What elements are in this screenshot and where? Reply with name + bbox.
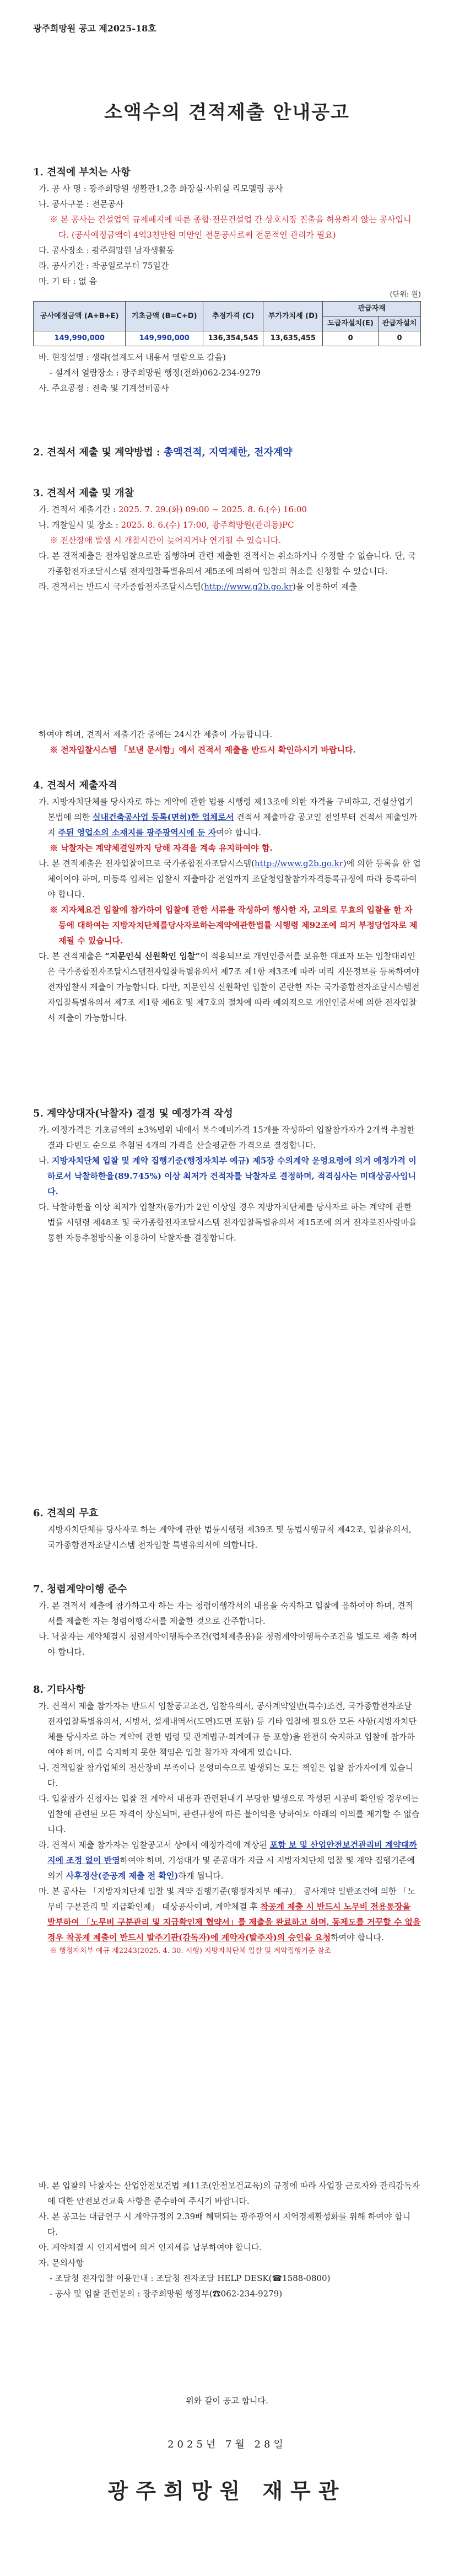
g2b-link[interactable]: http://www.g2b.go.kr (204, 582, 293, 592)
section-4: 4. 견적서 제출자격 가. 지방자치단체를 당사자로 하는 계약에 관한 법률 시행령 제13조에 의한 자격을 구비하고, 건설산업기본법에 의한 실내건축공사업 등록(면허)한 업체로서 견적서 제출마감 공고일 전일부터 견적서 제출일까지 주된 영업소의 소재지를 광주광역시에 둔 자여야 합니다. ※ 낙찰자는 계약체결일까지 당해 자격을 계속 유지하여야 함. 나. 본 견적제출은 전자입찰이므로 국가종합전자조달시스템(http://www.g2b.go.kr)에 의한 등록을 한 업체이어야 하며, 미등록 업체는 입찰서 제출마감 전일까지 조달청입찰참가자격등록규정에 따라 등록하여야 합니다. ※ 지자체요건 입찰에 참가하여 입찰에 관한 서류를 작성하여 행사한 자, 고의로 무효의 입찰을 한 자 등에 대하여는 지방자치단체를당사자로하는계약에관한법률 시행령 제92조에 의거 부정당업자로 제재될 수 있습니다. 다. 본 견적제출은 “지문인식 신원확인 입찰”이 적용되므로 개인인증서를 보유한 대표자 또는 입찰대리인은 국가종합전자조달시스템전자입찰특별유의서 제7조 제1항 제3조에 따라 미리 지문정보를 등록하여야 전자입찰서 제출이 가능합니다. 다만, 지문인식 신원확인 입찰이 곤란한 자는 국가종합전자조달시스템전자입찰특별유의서 제7조 제1항 제6호 및 제7호의 절차에 따라 예외적으로 개인인증서에 의한 전자입찰서 제출이 가능합니다. (33, 780, 421, 1023)
section-2: 2. 견적서 제출 및 계약방법 : 총액견적, 지역제한, 전자계약 (33, 447, 293, 458)
g2b-link-2[interactable]: http://www.g2b.go.kr (254, 858, 343, 868)
section-3-continued: 하여야 하며, 견적서 제출기간 중에는 24시간 제출이 가능합니다. ※ 전자입찰시스템 「보낸 문서함」에서 견적서 제출을 반드시 확인하시기 바랍니다. (39, 729, 356, 755)
document-title: 소액수의 견적제출 안내공고 (104, 101, 350, 124)
cost-table: 공사예정금액 (A+B+E) 기초금액 (B=C+D) 추정가격 (C) 부가가치세 (D) 관급자재 도급자설치(E) 관급자설치 149,990,000 149,990,000 136,354,545 13,635,455 0 0 (33, 301, 421, 346)
notice-date: 2025년 7월 28일 (167, 2439, 287, 2450)
qualification-note: ※ 본 공사는 건설업역 규제폐지에 따른 종합·전문건설업 간 상호시장 진출을 허용하지 않는 공사입니다. (공사예정금액이 4억3천만원 미만인 전문공사로써 전문적인 관리가 필요) (50, 214, 412, 240)
issuer-org: 광주희망원 재무관 (107, 2478, 347, 2503)
notice-number: 광주희망원 공고 제2025-18호 (33, 23, 156, 34)
closing-text: 위와 같이 공고 합니다. (186, 2396, 268, 2406)
section-misc: 바. 본 입찰의 낙찰자는 산업안전보건법 제11조(안전보건교육)의 규정에 따라 사업장 근로자와 관리감독자에 대한 안전보건교육 사항을 준수하여 주시기 바랍니다. 사. 본 공고는 대금연구 시 계약규정의 2.39배 혜택되는 광주광역시 지역경제활성화를 위해 하여야 합니다. 아. 계약체결 시 인지세법에 의거 인지세를 납부하여야 합니다. 자. 문의사항 - 조달청 전자입찰 이용안내 : 조달청 전자조달 HELP DESK(☎1588-0800) - 공사 및 입찰 관련문의 : 광주희망원 행정부(☎062-234-9279) (39, 2181, 420, 2299)
section-5: 5. 계약상대자(낙찰자) 결정 및 예정가격 작성 가. 예정가격은 기초금액의 ±3%범위 내에서 복수예비가격 15개를 작성하여 입찰참가자가 2개씩 추첨한 결과 다빈도 순으로 추첨된 4개의 가격을 산술평균한 가격으로 결정합니다. 나. 지방자치단체 입찰 및 계약 집행기준(행정자치부 예규) 제5장 수의계약 운영요령에 의거 예정가격 이하로서 낙찰하한율(89.745%) 이상 최저가 견적자를 낙찰자로 결정하며, 적격심사는 미대상공사입니다. 다. 낙찰하한율 이상 최저가 입찰자(동가)가 2인 이상일 경우 지방자치단체를 당사자로 하는 계약에 관한 법률 시행령 제48조 및 국가종합전자조달시스템 전자입찰특별유의서 제15조에 의거 전자로진사랑마을 통한 자동추첨방식을 이용하여 낙찰자를 결정합니다. (33, 1108, 417, 1243)
section-1: 1. 견적에 부치는 사항 가. 공 사 명 : 광주희망원 생활관1,2층 화장실·사워실 리모델링 공사 나. 공사구분 : 전문공사 ※ 본 공사는 건설업역 규제폐지에 따른 종합·전문건설업 간 상호시장 진출을 허용하지 않는 공사입니다. (공사예정금액이 4억3천만원 미만인 전문공사로써 전문적인 관리가 필요) 다. 공사장소 : 광주희망원 남자생활동 라. 공사기간 : 착공일로부터 75일간 마. 기 타 : 없 음 (단위: 원) 공사예정금액 (A+B+E) 기초금액 (B=C+D) 추정가격 (C) 부가가치세 (D) 관급자재 도급자설치(E) 관급자설치 149,990,000 149,990,000 136,354,545 13,635,455 0 0 바. 현장설명 : 생략(설계도서 내용서 열람으로 갈음) - 설계서 열람장소 : 광주희망원 행정(전화)062-234-9279 사. 주요공정 : 전축 및 기계설비공사 (33, 167, 421, 393)
section-6: 6. 견적의 무효 지방자치단체를 당사자로 하는 계약에 관한 법률시행령 제39조 및 동법시행규칙 제42조, 입찰유의서, 국가종합전자조달시스템 전자입찰 특별유의서에 의합니다. (33, 1507, 412, 1550)
section-3: 3. 견적서 제출 및 개찰 가. 견적서 제출기간 : 2025. 7. 29.(화) 09:00 ~ 2025. 8. 6.(수) 16:00 나. 개찰일시 및 장소 : 2025. 8. 6.(수) 17:00, 광주희망원(관리동)PC ※ 전산장애 발생 시 개찰시간이 늦어지거나 연기될 수 있습니다. 다. 본 견적제출은 전자입찰으로만 집행하며 관련 제출한 견적서는 취소하거나 수정할 수 없습니다. 단, 국가종합전자조달시스템 전자입찰특별유의서 제5조에 의하여 입찰의 취소를 신청할 수 있습니다. 라. 견적서는 반드시 국가종합전자조달시스템(http://www.g2b.go.kr)을 이용하여 제출 (33, 487, 416, 592)
section-7: 7. 청렴계약이행 준수 가. 본 견적서 제출에 참가하고자 하는 자는 청렴이행각서의 내용을 숙지하고 입찰에 응하여야 하며, 견적서를 제출한 자는 청렴이행각서를 제출한 것으로 간주합니다. 나. 낙찰자는 계약체결시 청렴계약이행특수조건(업체제출용)을 청렴계약이행특수조건을 별도로 제출 하여야 합니다. (33, 1584, 418, 1657)
table-row: 149,990,000 149,990,000 136,354,545 13,635,455 0 0 (34, 331, 421, 346)
section-8: 8. 기타사항 가. 견적서 제출 참가자는 반드시 입찰공고조건, 입찰유의서, 공사계약일반(특수)조건, 국가종합전자조달 전자입찰특별유의서, 시방서, 설계내역서(도면)도면 포함) 등 기타 입찰에 필요한 모든 사항(지방자치단체를 당사자로 하는 계약에 관한 법령 및 관계법규·회계예규 등 포함)을 완전히 숙지하고 입찰에 참가하여야 하며, 이를 숙지하지 못한 책임은 입찰 참가자 자에게 있습니다. 나. 견적입찰 참가업체의 전산장비 부족이나 운영미숙으로 발생되는 모든 책임은 입찰 참가자에게 있습니다. 다. 입찰참가 신청자는 입찰 전 계약서 내용과 관련된내기 부당한 발생으로 작성된 시공비 확인할 경우에는 입찰에 관련된 모든 자격이 상실되며, 관련규정에 따른 불이익을 당하여도 아래의 이의를 제기할 수 없습니다. 라. 견적서 제출 참가자는 입찰공고서 상에서 예정가격에 계상된 포함 보 및 산업안전보건관리비 계약대까지에 조정 없이 반영하여야 하며, 기성대가 및 준공대가 지급 시 지방자치단체 입찰 및 계약 집행기준에 의거 사후정산(준공계 제출 전 확인)하게 됩니다. 마. 본 공사는 「지방자치단체 입찰 및 계약 집행기준(행정자치부 예규)」 공사계약 일반조건에 의한 「노무비 구분관리 및 지급확인제」 대상공사이며, 계약체결 후 착공계 제출 시 반드시 노무비 전용통장을 발부하여 「노무비 구분관리 및 지급확인제 협약서」를 제출을 완료하고 하며, 동제도를 거꾸할 수 없을 경우 착공계 제출이 반드시 발주기관(감독자)에 계약자(발주자)의 승인을 요청하여야 합니다. ※ 행정자치부 예규 제2243(2025. 4. 30. 시행) 지방자치단체 입찰 및 계약집행기준 참조 (33, 1684, 421, 1955)
